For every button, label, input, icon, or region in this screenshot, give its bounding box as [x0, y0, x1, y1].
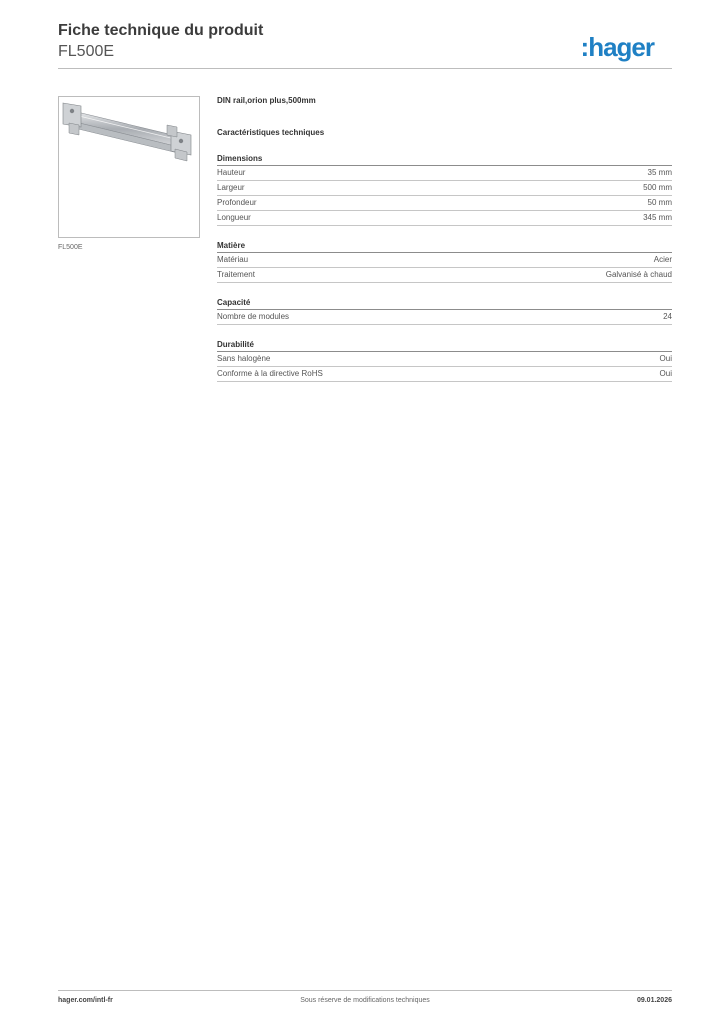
spec-value: Oui: [659, 369, 672, 378]
document-title: Fiche technique du produit: [58, 22, 264, 39]
page-header: [58, 20, 672, 62]
spec-row: [217, 166, 672, 181]
spec-row: [217, 211, 672, 226]
section-title: Dimensions: [217, 153, 672, 166]
spec-row: [217, 367, 672, 382]
spec-value: Acier: [653, 255, 672, 264]
spec-value: 24: [663, 312, 672, 321]
spec-value: 500 mm: [643, 183, 672, 192]
section-capacity: [217, 297, 672, 325]
header-divider: [58, 68, 672, 69]
spec-value: 35 mm: [647, 168, 672, 177]
spec-content: [217, 96, 672, 382]
section-dimensions: [217, 153, 672, 226]
section-durability: [217, 339, 672, 382]
footer-notice: Sous réserve de modifications techniques: [300, 997, 430, 1004]
spec-label: Hauteur: [217, 168, 246, 177]
din-rail-photo-icon: [59, 97, 199, 237]
spec-row: [217, 352, 672, 367]
product-code: FL500E: [58, 43, 115, 60]
footer-date: 09.01.2026: [636, 997, 672, 1004]
spec-row: [217, 253, 672, 268]
spec-row: [217, 310, 672, 325]
image-caption: FL500E: [58, 244, 83, 251]
hager-logo: :hager: [580, 32, 654, 62]
spec-label: Conforme à la directive RoHS: [217, 369, 323, 378]
spec-label: Sans halogène: [217, 354, 271, 363]
spec-value: Oui: [659, 354, 672, 363]
spec-label: Nombre de modules: [217, 312, 290, 321]
spec-label: Profondeur: [217, 198, 257, 207]
spec-label: Traitement: [217, 270, 255, 279]
spec-value: Galvanisé à chaud: [605, 270, 672, 279]
section-material: [217, 240, 672, 283]
spec-value: 345 mm: [643, 213, 672, 222]
section-title: Durabilité: [217, 339, 672, 352]
product-description: DIN rail,orion plus,500mm: [217, 96, 316, 105]
spec-row: [217, 196, 672, 211]
footer-website-link[interactable]: hager.com/intl-fr: [58, 997, 113, 1004]
spec-row: [217, 181, 672, 196]
spec-value: 50 mm: [647, 198, 672, 207]
spec-label: Longueur: [217, 213, 251, 222]
section-title: Matière: [217, 240, 672, 253]
footer-divider: [58, 990, 672, 991]
section-title: Capacité: [217, 297, 672, 310]
tech-characteristics-heading: Caractéristiques techniques: [217, 128, 325, 137]
spec-label: Largeur: [217, 183, 245, 192]
spec-label: Matériau: [217, 255, 249, 264]
product-image: [58, 96, 200, 238]
spec-row: [217, 268, 672, 283]
